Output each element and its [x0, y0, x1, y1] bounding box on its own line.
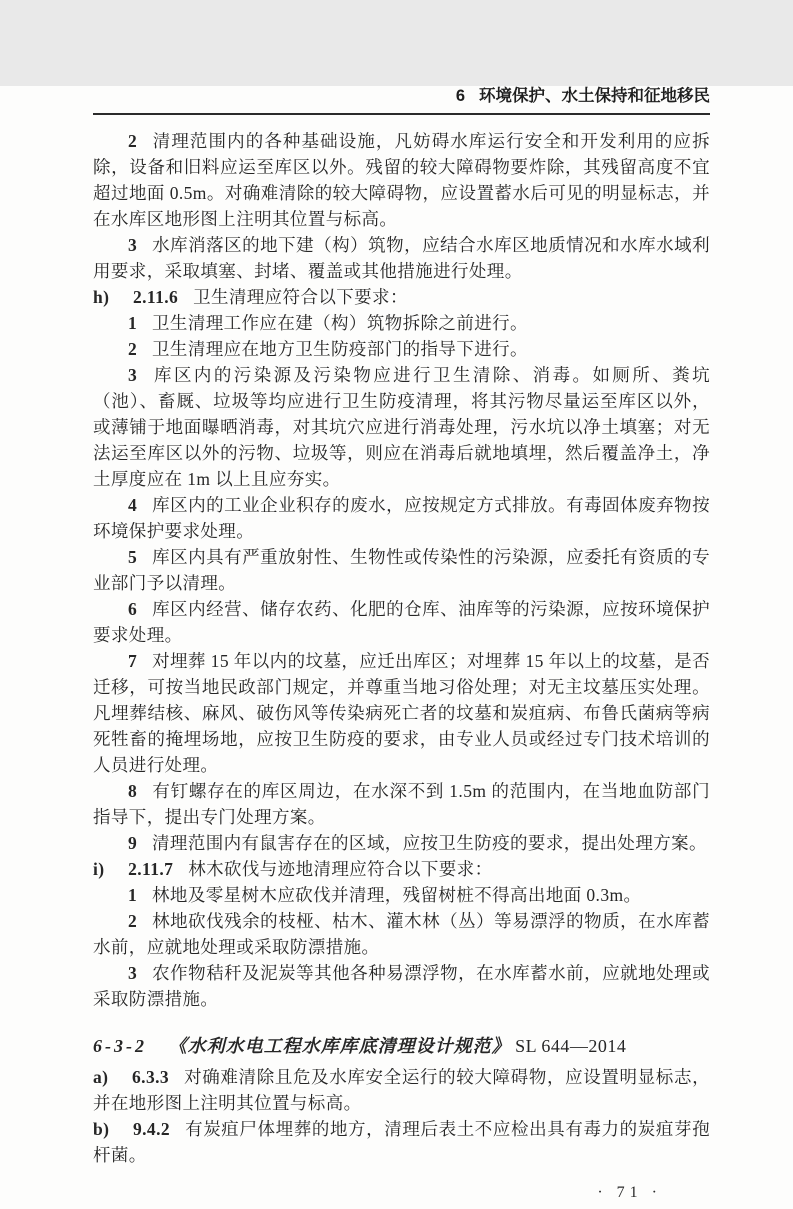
paragraph: [93, 596, 710, 648]
clause-code: 6.3.3: [132, 1067, 170, 1087]
clause-code: 9.4.2: [133, 1119, 170, 1139]
clause-code: 2.11.6: [133, 287, 179, 307]
chapter-number: 6: [455, 87, 465, 105]
paragraph-marker: 2: [128, 131, 138, 151]
paragraph-marker: 4: [128, 495, 138, 515]
paragraph-marker: 6-3-2: [93, 1036, 147, 1056]
paragraph: [93, 1116, 710, 1168]
paragraph: [93, 1064, 710, 1116]
paragraph-text: 农作物秸秆及泥炭等其他各种易漂浮物，在水库蓄水前，应就地处理或采取防漂措施。: [93, 963, 710, 1009]
paragraph-text: 林地及零星树木应砍伐并清理，残留树桩不得高出地面 0.3m。: [152, 885, 642, 905]
paragraph: [93, 544, 710, 596]
paragraph-marker: i): [93, 859, 105, 879]
paragraph: [93, 960, 710, 1012]
paragraph-text: 清理范围内有鼠害存在的区域，应按卫生防疫的要求，提出处理方案。: [152, 833, 707, 853]
paragraph: [93, 362, 710, 492]
paragraph: [93, 882, 710, 908]
paragraph-marker: 8: [128, 781, 138, 801]
paragraph-text: 卫生清理应在地方卫生防疫部门的指导下进行。: [152, 339, 528, 359]
paragraph: [93, 830, 710, 856]
paragraph-text: 水库消落区的地下建（构）筑物，应结合水库区地质情况和水库水域利用要求，采取填塞、封堵、覆盖或其他措施进行处理。: [93, 235, 710, 281]
paragraph: [93, 232, 710, 284]
paragraph-marker: 3: [128, 365, 138, 385]
document-body: [93, 128, 710, 1168]
paragraph-marker: 1: [128, 885, 138, 905]
paragraph: [93, 908, 710, 960]
paragraph-marker: 1: [128, 313, 138, 333]
paragraph-text: 林木砍伐与迹地清理应符合以下要求：: [188, 859, 493, 879]
paragraph-text: 对确难清除且危及水库安全运行的较大障碍物，应设置明显标志，并在地形图上注明其位置与标高。: [93, 1067, 710, 1113]
paragraph: [93, 310, 710, 336]
chapter-title: 环境保护、水土保持和征地移民: [479, 87, 710, 105]
running-head: [93, 86, 710, 115]
paragraph: [93, 492, 710, 544]
paragraph-marker: h): [93, 287, 110, 307]
paragraph-text: 卫生清理工作应在建（构）筑物拆除之前进行。: [152, 313, 528, 333]
clause-code: 2.11.7: [128, 859, 174, 879]
paragraph-marker: 3: [128, 235, 138, 255]
paragraph-text: 卫生清理应符合以下要求：: [193, 287, 408, 307]
paragraph-text: 林地砍伐残余的枝桠、枯木、灌木林（丛）等易漂浮的物质，在水库蓄水前，应就地处理或采取防漂措施。: [93, 911, 710, 957]
section-heading: [93, 1033, 710, 1059]
paragraph-text: 库区内的污染源及污染物应进行卫生清除、消毒。如厕所、粪坑（池）、畜厩、垃圾等均应进行卫生防疫清理，将其污物尽量运至库区以外，或薄铺于地面曝晒消毒，对其坑穴应进行消毒处理，污水坑以净土填塞；对无法运至库区以外的污物、垃圾等，则应在消毒后就地填埋，然后覆盖净土，净土厚度应在 1m 以上且应夯实。: [93, 365, 710, 489]
paragraph-marker: a): [93, 1067, 109, 1087]
paragraph-marker: b): [93, 1119, 110, 1139]
paragraph-text: 库区内的工业企业积存的废水，应按规定方式排放。有毒固体废弃物按环境保护要求处理。: [93, 495, 710, 541]
paragraph-marker: 6: [128, 599, 138, 619]
paragraph: [93, 128, 710, 232]
paragraph-marker: 3: [128, 963, 138, 983]
standard-title: 《水利水电工程水库库底清理设计规范》: [168, 1036, 511, 1056]
paragraph: [93, 856, 710, 882]
paragraph-marker: 9: [128, 833, 138, 853]
standard-code: SL 644—2014: [515, 1036, 627, 1056]
paragraph-text: 有炭疽尸体埋葬的地方，清理后表土不应检出具有毒力的炭疽芽孢杆菌。: [93, 1119, 710, 1165]
paragraph-text: 库区内经营、储存农药、化肥的仓库、油库等的污染源，应按环境保护要求处理。: [93, 599, 710, 645]
paragraph-text: 库区内具有严重放射性、生物性或传染性的污染源，应委托有资质的专业部门予以清理。: [93, 547, 710, 593]
paragraph: [93, 284, 710, 310]
document-page: [0, 86, 793, 1209]
paragraph: [93, 336, 710, 362]
paragraph-text: 对埋葬 15 年以内的坟墓，应迁出库区；对埋葬 15 年以上的坟墓，是否迁移，可按当地民政部门规定，并尊重当地习俗处理；对无主坟墓压实处理。凡埋葬结核、麻风、破伤风等传染病死亡者的坟墓和炭疽病、布鲁氏菌病等病死牲畜的掩埋场地，应按卫生防疫的要求，由专业人员或经过专门技术培训的人员进行处理。: [93, 651, 710, 775]
paragraph-marker: 2: [128, 339, 138, 359]
paragraph-text: 有钉螺存在的库区周边，在水深不到 1.5m 的范围内，在当地血防部门指导下，提出专门处理方案。: [93, 781, 710, 827]
paragraph-marker: 7: [128, 651, 138, 671]
page-number: · 71 ·: [597, 1184, 662, 1201]
paragraph-marker: 2: [128, 911, 138, 931]
paragraph-marker: 5: [128, 547, 138, 567]
paragraph-text: 清理范围内的各种基础设施，凡妨碍水库运行安全和开发利用的应拆除，设备和旧料应运至库区以外。残留的较大障碍物要炸除，其残留高度不宜超过地面 0.5m。对确难清除的较大障碍物，应设置蓄水后可见的明显标志，并在水库区地形图上注明其位置与标高。: [93, 131, 710, 229]
paragraph: [93, 778, 710, 830]
paragraph: [93, 648, 710, 778]
